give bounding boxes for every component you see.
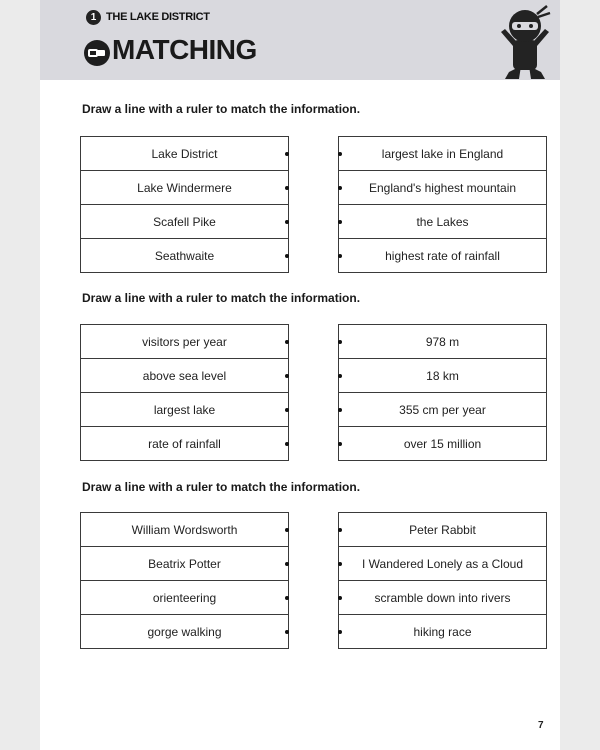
match-right-column-1 (338, 136, 547, 273)
match-item: highest rate of rainfall (339, 239, 546, 272)
match-item: rate of rainfall (81, 427, 288, 460)
match-dot[interactable] (285, 528, 289, 532)
match-dot[interactable] (338, 630, 342, 634)
match-dot[interactable] (338, 220, 342, 224)
match-dot[interactable] (338, 254, 342, 258)
match-dot[interactable] (285, 220, 289, 224)
match-dot[interactable] (285, 374, 289, 378)
match-item: William Wordsworth (81, 513, 288, 547)
match-dot[interactable] (285, 408, 289, 412)
match-item: the Lakes (339, 205, 546, 239)
instruction-3: Draw a line with a ruler to match the information. (82, 480, 361, 494)
match-dot[interactable] (285, 152, 289, 156)
unit-number-badge: 1 (86, 10, 101, 25)
match-right-column-3 (338, 512, 547, 649)
page-number: 7 (538, 720, 544, 731)
match-item: over 15 million (339, 427, 546, 460)
match-dot[interactable] (338, 408, 342, 412)
match-item: above sea level (81, 359, 288, 393)
match-dot[interactable] (338, 340, 342, 344)
match-item: Lake Windermere (81, 171, 288, 205)
match-dot[interactable] (285, 442, 289, 446)
worksheet-page (40, 0, 560, 750)
match-dot[interactable] (285, 596, 289, 600)
match-item: orienteering (81, 581, 288, 615)
match-dot[interactable] (285, 630, 289, 634)
match-item: Lake District (81, 137, 288, 171)
match-item: gorge walking (81, 615, 288, 648)
section-title: MATCHING (112, 34, 257, 65)
unit-title: THE LAKE DISTRICT (106, 11, 210, 23)
match-item: Beatrix Potter (81, 547, 288, 581)
match-item: largest lake (81, 393, 288, 427)
match-dot[interactable] (338, 186, 342, 190)
match-left-column-2 (80, 324, 289, 461)
match-left-column-1 (80, 136, 289, 273)
match-item: 355 cm per year (339, 393, 546, 427)
match-right-column-2 (338, 324, 547, 461)
match-dot[interactable] (338, 562, 342, 566)
match-dot[interactable] (338, 374, 342, 378)
match-item: Scafell Pike (81, 205, 288, 239)
match-item: Seathwaite (81, 239, 288, 272)
ninja-icon (495, 2, 555, 80)
match-item: Peter Rabbit (339, 513, 546, 547)
match-dot[interactable] (338, 596, 342, 600)
header-band (40, 0, 560, 80)
match-item: 978 m (339, 325, 546, 359)
instruction-2: Draw a line with a ruler to match the information. (82, 291, 361, 305)
match-dot[interactable] (338, 442, 342, 446)
match-item: hiking race (339, 615, 546, 648)
match-dot[interactable] (338, 152, 342, 156)
link-icon (84, 40, 110, 66)
match-item: 18 km (339, 359, 546, 393)
match-dot[interactable] (338, 528, 342, 532)
match-item: scramble down into rivers (339, 581, 546, 615)
match-item: I Wandered Lonely as a Cloud (339, 547, 546, 581)
match-dot[interactable] (285, 562, 289, 566)
match-dot[interactable] (285, 254, 289, 258)
match-item: largest lake in England (339, 137, 546, 171)
match-item: visitors per year (81, 325, 288, 359)
match-dot[interactable] (285, 340, 289, 344)
instruction-1: Draw a line with a ruler to match the information. (82, 102, 361, 116)
match-dot[interactable] (285, 186, 289, 190)
match-left-column-3 (80, 512, 289, 649)
match-item: England's highest mountain (339, 171, 546, 205)
